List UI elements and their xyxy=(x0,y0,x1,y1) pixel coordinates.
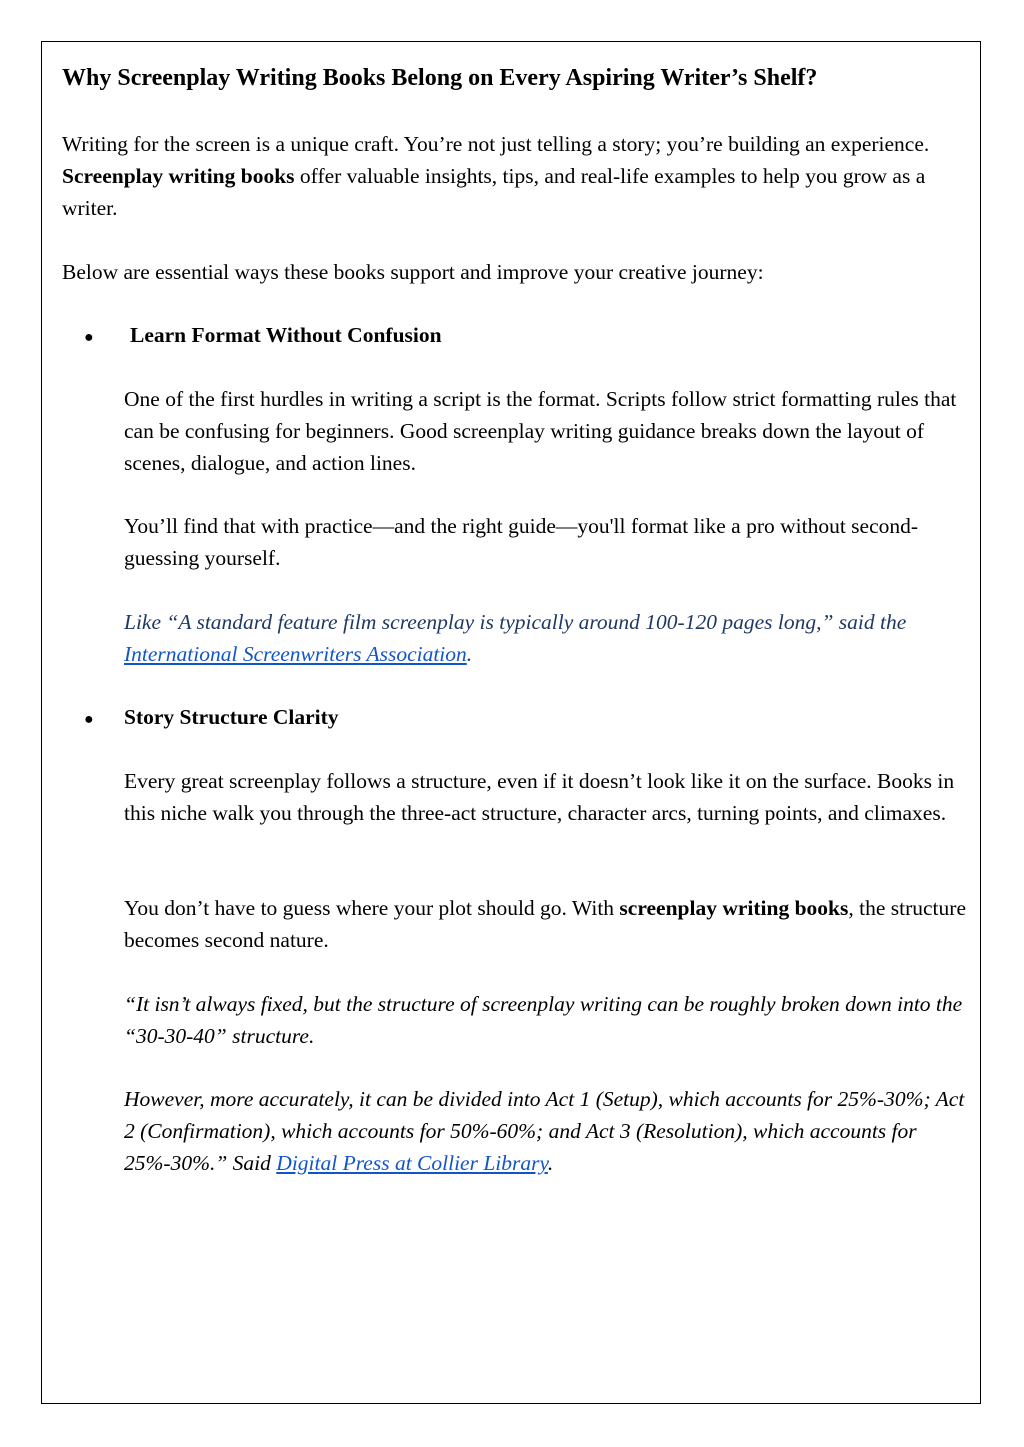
format-paragraph-2: You’ll find that with practice—and the right guide—you'll format like a pro without second-guessing yourself. xyxy=(124,514,919,570)
structure-text-2: , the structure becomes second nature. xyxy=(124,896,966,952)
section-heading-label: Learn Format Without Confusion xyxy=(130,323,442,347)
structure-text-1: You don’t have to guess where your plot should go. With xyxy=(124,896,620,920)
structure-quote-2 xyxy=(124,1083,974,1179)
collier-library-link[interactable]: Digital Press at Collier Library xyxy=(276,1151,548,1175)
structure-paragraph-2 xyxy=(124,892,974,956)
document-title: Why Screenplay Writing Books Belong on Every Aspiring Writer’s Shelf? xyxy=(62,65,818,91)
structure-quote-end: . xyxy=(547,1151,554,1175)
section-heading-format xyxy=(84,319,442,354)
structure-quote-1: “It isn’t always fixed, but the structure of screenplay writing can be roughly broken down into the “30-30-40” structure. xyxy=(124,992,963,1048)
intro-text-1: Writing for the screen is a unique craft. You’re not just telling a story; you’re building an experience. xyxy=(62,132,930,156)
format-paragraph-1: One of the first hurdles in writing a script is the format. Scripts follow strict formatting rules that can be confusing for beginners. Good screenplay writing guidance breaks down the layout of scenes, dialogue, and action lines. xyxy=(124,387,957,475)
bullet-icon: ● xyxy=(84,329,94,346)
lead-in-paragraph: Below are essential ways these books support and improve your creative journey: xyxy=(62,260,764,284)
section-heading-label: Story Structure Clarity xyxy=(124,705,339,729)
intro-bold-keyword: Screenplay writing books xyxy=(62,164,295,188)
isa-link[interactable]: International Screenwriters Association xyxy=(124,642,467,666)
structure-paragraph-1: Every great screenplay follows a structure, even if it doesn’t look like it on the surface. Books in this niche walk you through the three-act structure, character arcs, turning points, and climaxes. xyxy=(124,769,955,825)
intro-text-2: offer valuable insights, tips, and real-life examples to help you grow as a writer. xyxy=(62,164,926,220)
intro-paragraph xyxy=(62,128,972,224)
bullet-icon: ● xyxy=(84,711,94,728)
format-quote-end: . xyxy=(466,642,473,666)
format-quote xyxy=(124,606,974,670)
section-heading-structure xyxy=(84,701,339,736)
format-quote-text: Like “A standard feature film screenplay is typically around 100-120 pages long,” said the xyxy=(124,610,907,634)
structure-bold-keyword: screenplay writing books xyxy=(619,896,849,920)
structure-quote-text: However, more accurately, it can be divided into Act 1 (Setup), which accounts for 25%-30%; Act 2 (Confirmation), which accounts for 50%-60%; and Act 3 (Resolution), which accounts for 25%-30%.” Said xyxy=(124,1087,965,1175)
